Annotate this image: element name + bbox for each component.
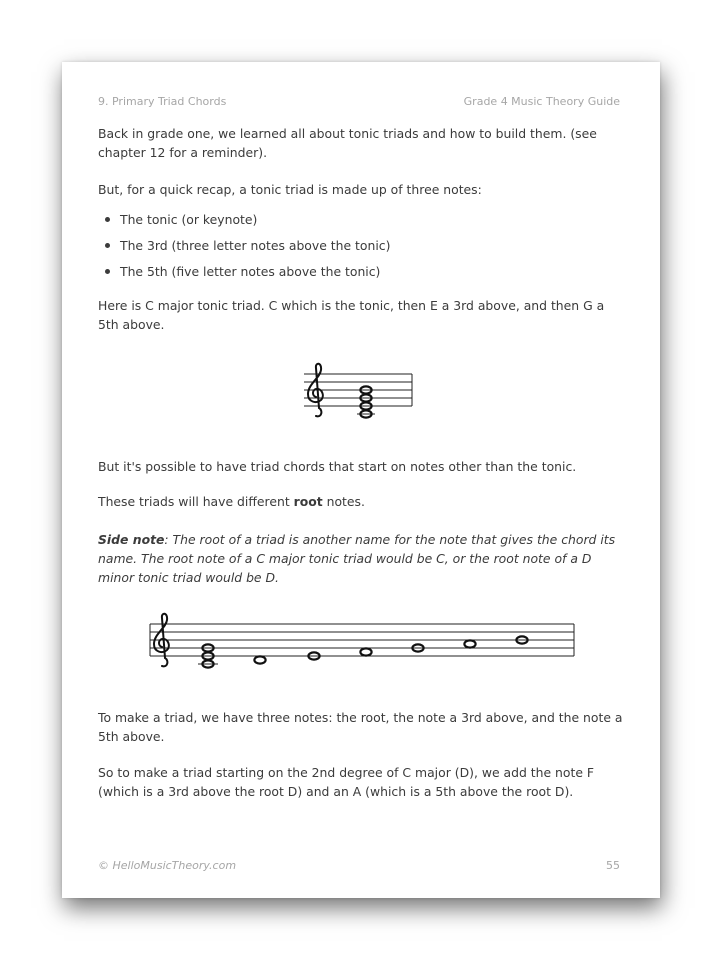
header-guide-title: Grade 4 Music Theory Guide [463,95,620,108]
paragraph-c-major: Here is C major tonic triad. C which is the tonic, then E a 3rd above, and then G a 5th above. [98,298,605,332]
bullet-list [98,210,390,288]
list-item: The tonic (or keynote) [98,210,390,236]
root-text-pre: These triads will have different [98,494,294,509]
side-note [98,530,624,587]
list-item: The 3rd (three letter notes above the tonic) [98,236,390,262]
staff-c-major-scale [146,612,578,682]
footer-copyright: © HelloMusicTheory.com [98,859,237,872]
document-page [62,62,660,898]
staff-c-major-triad [300,362,420,424]
paragraph-other-roots: But it's possible to have triad chords that start on notes other than the tonic. [98,459,577,474]
root-text-post: notes. [322,494,365,509]
header-chapter: 9. Primary Triad Chords [98,95,227,108]
paragraph-make-triad: To make a triad, we have three notes: the root, the note a 3rd above, and the note a 5th above. [98,710,623,744]
footer-page-number: 55 [606,859,620,872]
side-note-text: : The root of a triad is another name for the note that gives the chord its name. The root note of a C major tonic triad would be C, or the root note of a D minor tonic triad would be D. [98,532,616,585]
paragraph-root-notes [98,492,624,511]
paragraph-recap: But, for a quick recap, a tonic triad is made up of three notes: [98,182,482,197]
side-note-label: Side note [98,532,165,547]
root-bold: root [293,494,323,509]
list-item: The 5th (five letter notes above the tonic) [98,262,390,288]
paragraph-intro: Back in grade one, we learned all about tonic triads and how to build them. (see chapter 12 for a reminder). [98,126,597,160]
whole-note-icon [202,636,527,667]
paragraph-2nd-degree: So to make a triad starting on the 2nd degree of C major (D), we add the note F (which is a 3rd above the root D) and an A (which is a 5th above the root D). [98,765,595,799]
